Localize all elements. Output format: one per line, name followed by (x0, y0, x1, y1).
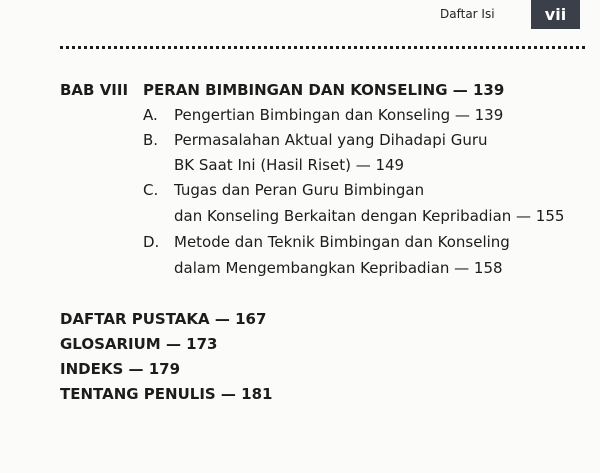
back-matter-index: INDEKS — 179 (60, 360, 181, 378)
page-number-badge: vii (531, 0, 580, 29)
entry-d-letter: D. (143, 233, 160, 251)
chapter-title: PERAN BIMBINGAN DAN KONSELING — 139 (143, 81, 505, 99)
entry-b-letter: B. (143, 131, 159, 149)
running-head: Daftar Isi (440, 7, 495, 21)
entry-b-text-line1: Permasalahan Aktual yang Dihadapi Guru (174, 131, 488, 149)
entry-d-text-line1: Metode dan Teknik Bimbingan dan Konseling (174, 233, 510, 251)
entry-a-text: Pengertian Bimbingan dan Konseling — 139 (174, 106, 504, 124)
entry-a-letter: A. (143, 106, 158, 124)
entry-c-letter: C. (143, 181, 159, 199)
entry-c-text-line1: Tugas dan Peran Guru Bimbingan (174, 181, 425, 199)
entry-b-text-line2: BK Saat Ini (Hasil Riset) — 149 (174, 156, 405, 174)
dotted-divider (60, 46, 585, 49)
back-matter-glossary: GLOSARIUM — 173 (60, 335, 218, 353)
back-matter-about-author: TENTANG PENULIS — 181 (60, 385, 273, 403)
chapter-label: BAB VIII (60, 81, 129, 99)
entry-c-text-line2: dan Konseling Berkaitan dengan Kepribadian — 155 (174, 207, 565, 225)
entry-d-text-line2: dalam Mengembangkan Kepribadian — 158 (174, 259, 503, 277)
back-matter-bibliography: DAFTAR PUSTAKA — 167 (60, 310, 267, 328)
